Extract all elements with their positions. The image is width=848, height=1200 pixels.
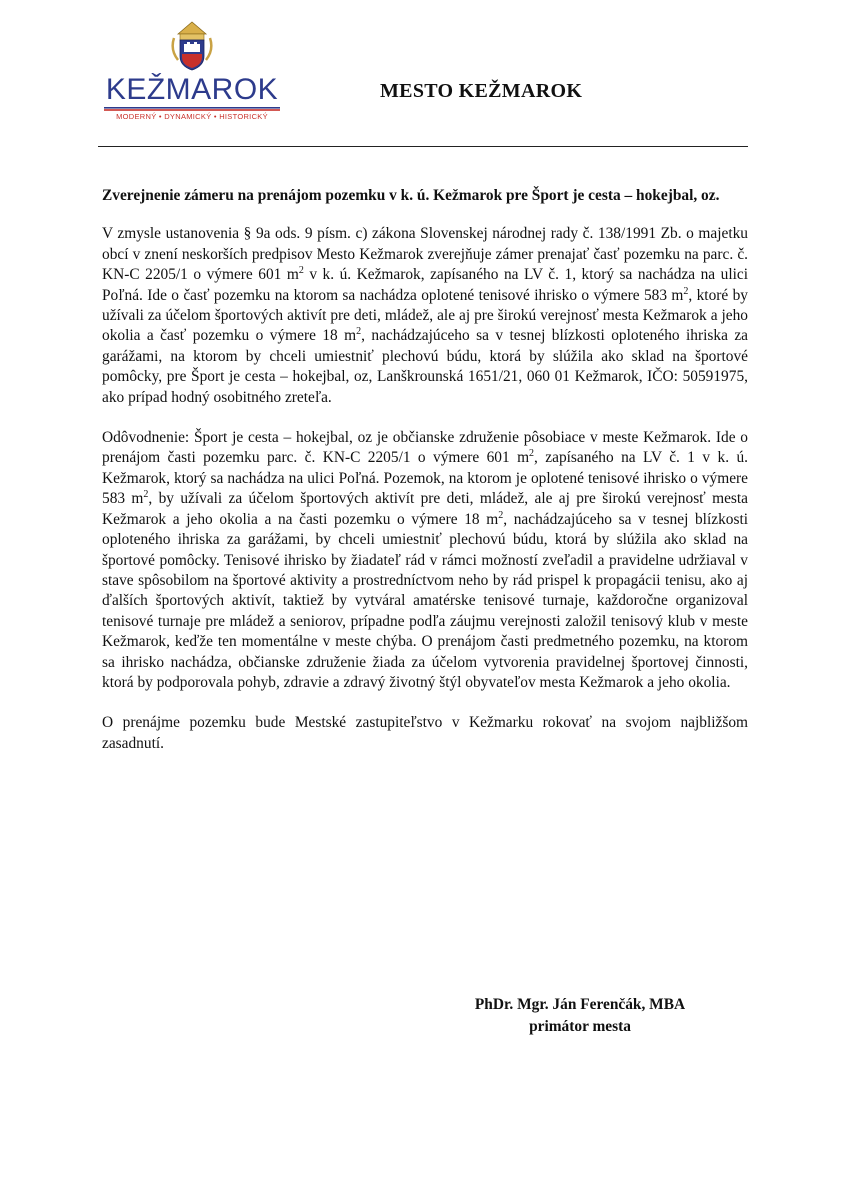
logo-wordmark: KEŽMAROK <box>105 73 279 106</box>
intro-text-3: , ktoré by užívali za účelom športových aktivít pre deti, mládež, ale aj pre širokú verejnosť mesta Kežmarok a jeho okolia a časť pozemku o výmere 18 m <box>102 286 748 345</box>
closing-paragraph: O prenájme pozemku bude Mestské zastupiteľstvo v Kežmarku rokovať na svojom najbližšom zasadnutí. <box>102 714 748 752</box>
logo-tagline: MODERNÝ • DYNAMICKÝ • HISTORICKÝ <box>116 112 268 121</box>
justification-paragraph <box>102 428 748 693</box>
superscript: 2 <box>356 326 362 338</box>
superscript: 2 <box>683 285 689 297</box>
superscript: 2 <box>529 448 535 460</box>
superscript: 2 <box>498 509 504 521</box>
intro-text-1: V zmysle ustanovenia § 9a ods. 9 písm. c) zákona Slovenskej národnej rady č. 138/1991 Zb. o majetku obcí v znení neskorších predpisov Mesto Kežmarok zverejňuje zámer prenajať časť pozemku na parc. č. KN-C 2205/1 o výmere 601 m <box>102 225 748 284</box>
signatory-name: PhDr. Mgr. Ján Ferenčák, MBA <box>474 996 686 1013</box>
page-title: MESTO KEŽMAROK <box>380 80 583 102</box>
justification-text-1: Odôvodnenie: Šport je cesta – hokejbal, oz je občianske združenie pôsobiace v meste Kežmarok. Ide o prenájom časti pozemku parc. č. KN-C 2205/1 o výmere 601 m <box>102 429 748 467</box>
intro-text-4: , nachádzajúceho sa v tesnej blízkosti oploteného ihriska za garážami, na ktorom by chceli umiestniť plechovú búdu, ktorá by slúžila ako sklad na športové pomôcky, pre Šport je cesta – hokejbal, oz, Lanškrounská 1651/21, 060 01 Kežmarok, IČO: 50591975, ako prípad hodný osobitného zreteľa. <box>102 327 748 406</box>
city-logo <box>104 20 280 121</box>
signatory-role: primátor mesta <box>529 1018 631 1035</box>
superscript: 2 <box>298 265 304 277</box>
logo-stripe-icon <box>104 107 280 111</box>
document-body <box>102 186 748 774</box>
document-title: Zverejnenie zámeru na prenájom pozemku v k. ú. Kežmarok pre Šport je cesta – hokejbal, oz. <box>102 187 720 204</box>
intro-paragraph <box>102 224 748 408</box>
justification-text-4: , nachádzajúceho sa v tesnej blízkosti oploteného ihriska za garážami, by chceli umiestniť plechovú búdu, ktorá by slúžila ako sklad na športové pomôcky. Tenisové ihrisko by žiadateľ rád v rámci možností zveľadil a pravidelne udržiaval v stave spôsobilom na športové aktivity a prostredníctvom neho by rád prispel k propagácii tenisu, ako aj ďalších športových aktivít, taktiež by vytváral amatérske tenisové turnaje, každoročne organizoval tenisové turnaje pre mládež a seniorov, prípadne podľa záujmu verejnosti založil tenisový klub v meste Kežmarok, keďže ten momentálne v meste chýba. O prenájom časti predmetného pozemku, na ktorom sa ihrisko nachádza, občianske združenie žiada za účelom vytvorenia pravidelnej športovej činnosti, ktorá by podporovala pohyb, zdravie a zdravý životný štýl obyvateľov mesta Kežmarok a jeho okolia. <box>102 510 748 691</box>
intro-text-2: v k. ú. Kežmarok, zapísaného na LV č. 1, ktorý sa nachádza na ulici Poľná. Ide o časť pozemku na ktorom sa nachádza oplotené tenisové ihrisko o výmere 583 m <box>102 266 748 304</box>
header-divider <box>98 146 748 147</box>
signature-block <box>440 994 720 1038</box>
superscript: 2 <box>143 489 149 501</box>
justification-text-2: , zapísaného na LV č. 1 v k. ú. Kežmarok, ktorý sa nachádza na ulici Poľná. Pozemok, na ktorom je oplotené tenisové ihrisko o výmere 583 m <box>102 449 748 508</box>
coat-of-arms-icon <box>170 20 214 72</box>
justification-text-3: , by užívali za účelom športových aktivít pre deti, mládež, ale aj pre širokú verejnosť mesta Kežmarok a jeho okolia a na časti pozemku o výmere 18 m <box>102 490 748 528</box>
